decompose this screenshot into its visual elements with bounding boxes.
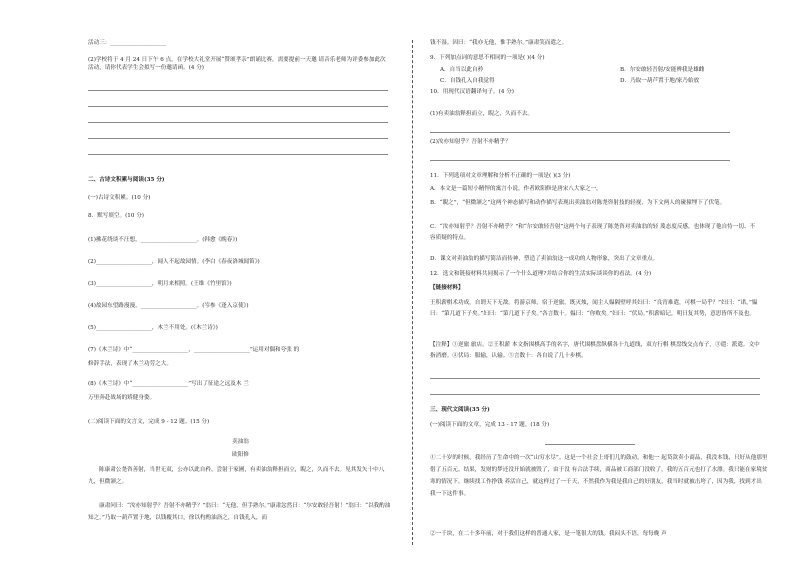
annotation: 【注释】①逆旅 旅店。②王积薪 本文指围棋高手的名字，唐代围棋盘纵横各十九道线，双方行棋 棋盘线交点布子，③遣：派遣。文中指消磨。④伏局：服输，认输。⑤言数十：各自说了几十步棋。 [430,342,760,359]
invitation-question: (2)学校将于 4 月 24 日下午 6 点，在学校大礼堂开展“赞颂孝亲”朗诵比赛，需要提前一天邀 请音乐老师为评委参加此次活动，请你代表学生会拟写一份邀请函。(4 分) [88,57,386,71]
modern-paragraph: ①二十岁的时候，我经历了生命中的一次“山穷水尽”。这是一个社会上哥们儿的鼓动，和他一 起贷款卖小商品，我没本钱，只好从他那里借了五百元。结果，发财的梦还没开始就被毁了，由于没 有合法手续，商品被工商部门没收了，我的五百元也打了水漂。我只能在家境贫寒的情况下，继续找工作挣钱 养活自己，就这样过了一千天，不然我作为我是我自己的好朋友，我当时就被击垮了，因为我，找到才出 我一下这件事。 [430,455,768,497]
link-material-text: 王积薪棋术功成，自谓天下无敌。将游京师，宿于逆旅。既灭烛，闻主人媪隔壁呼其妇曰：“良宵难遣，可棋一局乎？”妇曰：“诺。”媪曰：“第几道下子矣。”妇曰：“第几道下子矣。”各言数十。媪曰：“你败矣。”妇曰：“伏局。”积薪暗记，明日复其势，意思皆所不及也。 [430,300,758,317]
answer-line[interactable] [88,106,388,107]
question-8: 8．默写填空。(10 分) [88,213,144,219]
answer-line[interactable] [88,138,388,139]
answer-line[interactable] [430,160,730,161]
passage-title: 卖油翁 [232,439,249,445]
passage-paragraph: 康肃问曰：“汝亦知射乎？吾射不亦精乎？”翁曰：“无他，但手熟尔。”康肃忿然曰：“尔安敢轻吾射！”翁曰：“以我酌油知之。”乃取一葫芦置于地，以钱覆其口，徐以杓酌油沥之，自钱孔入，而 [88,503,391,521]
answer-line[interactable] [88,122,388,123]
translate-item: (1)有卖油翁释担而立，睨之，久而不去。 [430,111,534,117]
option-a[interactable]: A．自当以此自矜 [440,67,484,73]
option-b[interactable]: B．尔安敢轻吾射/安能辨我是雄雌 [620,67,705,73]
q11-option-d[interactable]: D．课文对卖油翁的描写简洁而传神，塑造了卖油翁这一成功的人物形象，突出了文章重点。 [430,256,659,262]
fill-blank[interactable]: (5)____________________，木兰不用处。(《木兰诗》) [88,325,218,331]
section-two-heading: 二、古诗文积累与阅读(35 分) [88,177,165,183]
fill-blank[interactable]: (4)故园东望路漫漫，____________________。(岑参《逢入京使》) [88,303,249,309]
section-three-heading: 三、现代文阅读(35 分) [430,407,490,413]
fill-blank[interactable]: (3)____________________，明月来相照。(王维《竹里馆》) [88,281,232,287]
answer-line[interactable] [430,132,730,133]
q11-option-a[interactable]: A．本文是一篇短小精悍的寓言小说，作者欧阳修是唐宋八大家之一。 [430,186,602,192]
question-11: 11．下列选项对文章理解和分析不正确的一项是( )(3 分) [430,173,571,179]
title-blank[interactable] [545,444,635,445]
question-10: 10．用现代汉语翻译句子。(4 分) [430,89,514,95]
translate-item: (2)汝亦知射乎？吾射不亦精乎？ [430,139,511,145]
fill-blank[interactable]: (7)《木兰诗》中“____________________，____________________”运用对偶和夸张 的 [88,347,300,353]
modern-paragraph: ②一千块，在二十多年前，对于我们这样的普通人家，是一笔很大的钱。我闷头不语，每每晚 声 [430,531,667,537]
option-c[interactable]: C．自钱孔入自我觉得 [440,78,495,84]
answer-line[interactable] [430,394,760,395]
fill-blank-cont: 修辞手法，表现了木兰功劳之大。 [88,361,172,367]
question-9: 9．下列加点词的意思不相同的一项是( )(4 分) [430,55,545,61]
fill-blank[interactable]: (8)《木兰诗》中“____________________”写出了征途之远及木 兰 [88,381,249,387]
answer-line[interactable] [88,154,388,155]
answer-line[interactable] [430,378,760,379]
option-d[interactable]: D．乃取一葫芦置于地/家乃始放 [620,78,700,84]
passage-continued: 钱不湿。因曰：“我亦无他，惟手熟尔。”康肃笑而遣之。 [430,40,568,46]
subsection-heading: (一)古诗文积累。(10 分) [88,195,151,201]
fill-blank-cont: 万里奔赴战场的矫健身姿。 [88,395,156,401]
column-divider [412,40,413,545]
activity-three: 活动三：____________________ [88,40,167,46]
fill-blank[interactable]: (2)____________________，闻人不起故园情。(李白《春夜洛城闻笛》) [88,259,260,265]
passage-author: 欧阳修 [232,452,249,458]
question-12: 12．选文和链接材料共同揭示了一个什么道理?并结合你的生活实际谈谈你的看法。(4 分) [430,271,652,277]
answer-line[interactable] [88,90,388,91]
fill-blank[interactable]: (1)拂花绕谈不汪想，____________________。(韩愈《晚春》) [88,237,238,243]
q11-option-b[interactable]: B．“睨之”，“但微颔之”这两个神态描写和动作描写表现出卖油翁对陈尧咨射技的轻视，为下文两人的碰撞埋下了伏笔。 [430,200,726,206]
link-material-heading: 【链接材料】 [430,285,464,291]
q11-option-c[interactable]: C．“汝亦知射乎？吾射不亦精乎？”和“尔安敢轻吾射”这两个句子表现了陈尧咨对卖油翁的轻 蔑态度反感，也体现了他自恃一切、不容质疑的特点。 [430,224,756,241]
reading-heading: (二)阅读下面的文言文，完成 9 - 12 题。(15 分) [88,419,210,425]
passage-paragraph: 陈康肃公尧咨善射，当世无双，公亦以此自矜。尝射于家圃，有卖油翁释担而立，睨之，久而不去。见其发矢十中八九，但微颔之。 [88,467,385,485]
reading-heading: (一)阅读下面的文章，完成 13 - 17 题。(18 分) [430,422,550,428]
